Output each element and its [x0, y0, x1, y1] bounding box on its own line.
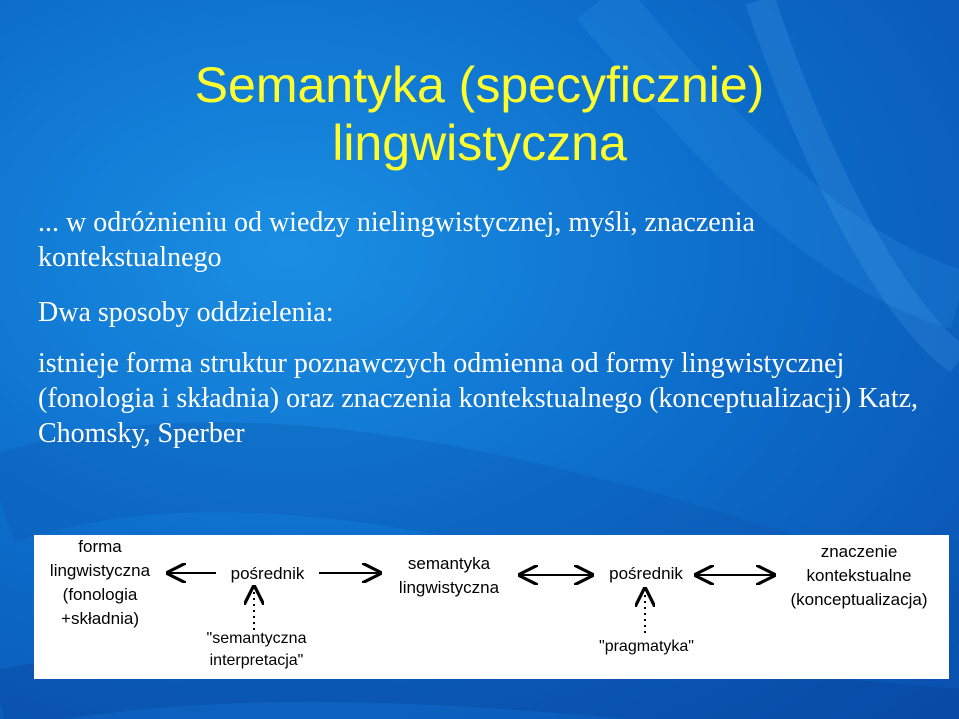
note-semantic-interpretation: "semantyczna interpretacja" [206, 630, 307, 669]
node-form: forma lingwistyczna (fonologia +składnia) [49, 537, 151, 628]
paragraph-cognitive-form: istnieje forma struktur poznawczych odmienna od formy lingwistycznej (fonologia i składnia) oraz znaczenia kontekstualnego (konceptualizacji) Katz, Chomsky, Sperber [38, 348, 919, 449]
slide-title [0, 56, 959, 172]
title-line-2: lingwistyczna [332, 115, 627, 171]
node-context: znaczenie kontekstualne (konceptualizacja) [790, 542, 928, 609]
paragraph-two-ways: Dwa sposoby oddzielenia: [38, 297, 334, 328]
node-mediator-1: pośrednik [230, 564, 305, 583]
paragraph-distinction: ... w odróżnieniu od wiedzy nielingwistycznej, myśli, znaczenia kontekstualnego [38, 207, 755, 273]
semantics-diagram [34, 535, 949, 679]
node-semantics: semantyka lingwistyczna [398, 554, 500, 597]
node-mediator-2: pośrednik [609, 564, 683, 583]
title-line-1: Semantyka (specyficznie) [194, 57, 765, 113]
note-pragmatics: "pragmatyka" [599, 638, 694, 655]
